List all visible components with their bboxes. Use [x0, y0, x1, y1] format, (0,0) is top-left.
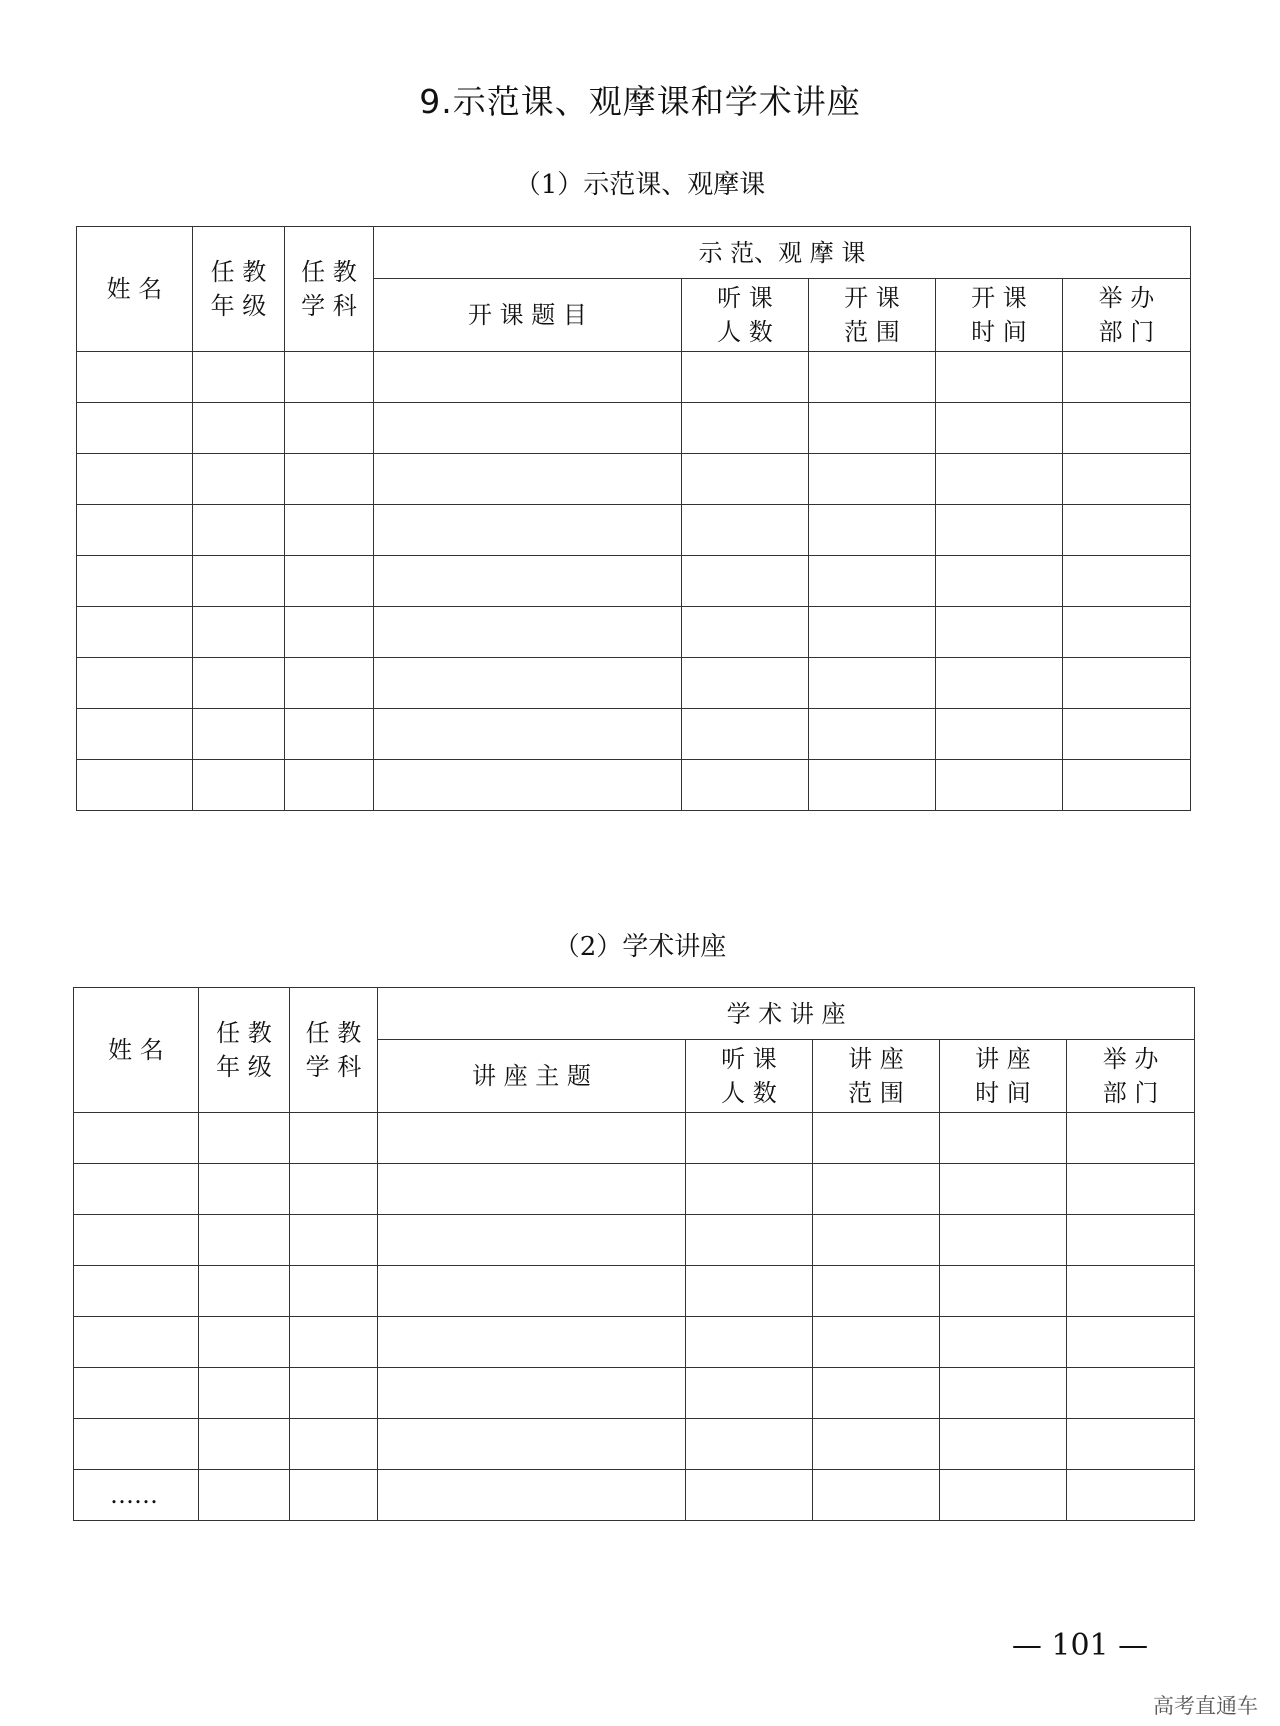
- table-row: [77, 760, 1191, 811]
- header-topic: 讲 座 主 题: [378, 1040, 686, 1113]
- blank-cell[interactable]: [77, 760, 193, 811]
- table-row: [74, 1266, 1195, 1317]
- table-row: [74, 1368, 1195, 1419]
- blank-cell[interactable]: [77, 505, 193, 556]
- blank-cell[interactable]: [940, 1113, 1067, 1164]
- blank-cell[interactable]: [199, 1113, 290, 1164]
- blank-cell[interactable]: [1067, 1164, 1195, 1215]
- blank-cell[interactable]: [686, 1419, 813, 1470]
- blank-cell[interactable]: [290, 1164, 378, 1215]
- blank-cell[interactable]: [74, 1113, 199, 1164]
- header-time: 讲 座 时 间: [940, 1040, 1067, 1113]
- blank-cell[interactable]: [285, 760, 374, 811]
- blank-cell[interactable]: [813, 1470, 940, 1521]
- blank-cell[interactable]: [1063, 658, 1191, 709]
- page-number: — 101 —: [1011, 1628, 1149, 1663]
- table-row: [74, 1419, 1195, 1470]
- blank-cell[interactable]: [686, 1470, 813, 1521]
- blank-cell[interactable]: [940, 1470, 1067, 1521]
- blank-cell[interactable]: [809, 505, 936, 556]
- ellipsis-marker: ……: [74, 1470, 199, 1521]
- blank-cell[interactable]: [1063, 403, 1191, 454]
- header-dept: 举 办 部 门: [1067, 1040, 1195, 1113]
- blank-cell[interactable]: [290, 1419, 378, 1470]
- blank-cell[interactable]: [378, 1470, 686, 1521]
- header-grade: 任 教 年 级: [193, 227, 285, 352]
- header-topic: 开 课 题 目: [374, 279, 682, 352]
- header-scope: 讲 座 范 围: [813, 1040, 940, 1113]
- blank-cell[interactable]: [813, 1164, 940, 1215]
- header-group-demo-lessons: 示 范、观 摩 课: [374, 227, 1191, 279]
- blank-cell[interactable]: [1063, 709, 1191, 760]
- blank-cell[interactable]: [936, 607, 1063, 658]
- blank-cell[interactable]: [74, 1164, 199, 1215]
- blank-cell[interactable]: [378, 1266, 686, 1317]
- header-subject: 任 教 学 科: [285, 227, 374, 352]
- blank-cell[interactable]: [378, 1368, 686, 1419]
- blank-cell[interactable]: [199, 1317, 290, 1368]
- blank-cell[interactable]: [686, 1317, 813, 1368]
- blank-cell[interactable]: [374, 505, 682, 556]
- blank-cell[interactable]: [77, 556, 193, 607]
- blank-cell[interactable]: [374, 607, 682, 658]
- blank-cell[interactable]: [77, 709, 193, 760]
- header-name: 姓 名: [77, 227, 193, 352]
- blank-cell[interactable]: [193, 403, 285, 454]
- blank-cell[interactable]: [936, 505, 1063, 556]
- blank-cell[interactable]: [1067, 1470, 1195, 1521]
- blank-cell[interactable]: [74, 1215, 199, 1266]
- table-row: [77, 352, 1191, 403]
- blank-cell[interactable]: [374, 709, 682, 760]
- blank-cell[interactable]: [74, 1317, 199, 1368]
- blank-cell[interactable]: [936, 454, 1063, 505]
- blank-cell[interactable]: [193, 607, 285, 658]
- table-row: [77, 658, 1191, 709]
- blank-cell[interactable]: [813, 1317, 940, 1368]
- blank-cell[interactable]: [686, 1164, 813, 1215]
- blank-cell[interactable]: [378, 1113, 686, 1164]
- blank-cell[interactable]: [290, 1266, 378, 1317]
- blank-cell[interactable]: [374, 760, 682, 811]
- blank-cell[interactable]: [809, 352, 936, 403]
- blank-cell[interactable]: [936, 658, 1063, 709]
- table-row: [77, 454, 1191, 505]
- blank-cell[interactable]: [682, 607, 809, 658]
- header-name: 姓 名: [74, 988, 199, 1113]
- blank-cell[interactable]: [290, 1215, 378, 1266]
- blank-cell[interactable]: [1067, 1266, 1195, 1317]
- table-row: [74, 1215, 1195, 1266]
- blank-cell[interactable]: [374, 658, 682, 709]
- blank-cell[interactable]: [285, 505, 374, 556]
- blank-cell[interactable]: [1063, 556, 1191, 607]
- blank-cell[interactable]: [77, 403, 193, 454]
- blank-cell[interactable]: [74, 1368, 199, 1419]
- blank-cell[interactable]: [1063, 505, 1191, 556]
- blank-cell[interactable]: [1067, 1113, 1195, 1164]
- table-row: [77, 403, 1191, 454]
- blank-cell[interactable]: [813, 1113, 940, 1164]
- blank-cell[interactable]: [378, 1215, 686, 1266]
- header-count: 听 课 人 数: [682, 279, 809, 352]
- lectures-table: [73, 987, 1195, 1521]
- blank-cell[interactable]: [936, 403, 1063, 454]
- table-row: [77, 505, 1191, 556]
- blank-cell[interactable]: [290, 1368, 378, 1419]
- blank-cell[interactable]: [199, 1470, 290, 1521]
- table-row: [77, 709, 1191, 760]
- blank-cell[interactable]: [1067, 1317, 1195, 1368]
- header-count: 听 课 人 数: [686, 1040, 813, 1113]
- blank-cell[interactable]: [77, 658, 193, 709]
- blank-cell[interactable]: [374, 556, 682, 607]
- blank-cell[interactable]: [682, 403, 809, 454]
- blank-cell[interactable]: [74, 1266, 199, 1317]
- section-heading-lectures: （2）学术讲座: [553, 932, 727, 962]
- blank-cell[interactable]: [285, 556, 374, 607]
- blank-cell[interactable]: [285, 403, 374, 454]
- blank-cell[interactable]: [936, 556, 1063, 607]
- blank-cell[interactable]: [193, 454, 285, 505]
- blank-cell[interactable]: [809, 760, 936, 811]
- blank-cell[interactable]: [940, 1266, 1067, 1317]
- blank-cell[interactable]: [813, 1266, 940, 1317]
- blank-cell[interactable]: [936, 709, 1063, 760]
- blank-cell[interactable]: [378, 1419, 686, 1470]
- blank-cell[interactable]: [199, 1419, 290, 1470]
- blank-cell[interactable]: [682, 760, 809, 811]
- blank-cell[interactable]: [193, 709, 285, 760]
- blank-cell[interactable]: [940, 1368, 1067, 1419]
- blank-cell[interactable]: [936, 352, 1063, 403]
- blank-cell[interactable]: [1067, 1215, 1195, 1266]
- blank-cell[interactable]: [374, 454, 682, 505]
- header-group-lectures: 学 术 讲 座: [378, 988, 1195, 1040]
- blank-cell[interactable]: [74, 1419, 199, 1470]
- section-heading-demo-lessons: （1）示范课、观摩课: [514, 170, 766, 200]
- blank-cell[interactable]: [686, 1266, 813, 1317]
- blank-cell[interactable]: [285, 709, 374, 760]
- table-row: [77, 607, 1191, 658]
- blank-cell[interactable]: [813, 1419, 940, 1470]
- blank-cell[interactable]: [1063, 454, 1191, 505]
- blank-cell[interactable]: [940, 1215, 1067, 1266]
- blank-cell[interactable]: [290, 1317, 378, 1368]
- blank-cell[interactable]: [193, 760, 285, 811]
- blank-cell[interactable]: [813, 1368, 940, 1419]
- blank-cell[interactable]: [809, 607, 936, 658]
- blank-cell[interactable]: [1063, 352, 1191, 403]
- blank-cell[interactable]: [285, 352, 374, 403]
- table-row: [77, 556, 1191, 607]
- blank-cell[interactable]: [199, 1215, 290, 1266]
- blank-cell[interactable]: [1067, 1368, 1195, 1419]
- table-row: [74, 1317, 1195, 1368]
- blank-cell[interactable]: [199, 1266, 290, 1317]
- blank-cell[interactable]: [193, 352, 285, 403]
- blank-cell[interactable]: [682, 556, 809, 607]
- blank-cell[interactable]: [77, 352, 193, 403]
- blank-cell[interactable]: [940, 1317, 1067, 1368]
- blank-cell[interactable]: [378, 1317, 686, 1368]
- blank-cell[interactable]: [199, 1164, 290, 1215]
- blank-cell[interactable]: [1063, 760, 1191, 811]
- blank-cell[interactable]: [686, 1368, 813, 1419]
- blank-cell[interactable]: [77, 607, 193, 658]
- blank-cell[interactable]: [1063, 607, 1191, 658]
- blank-cell[interactable]: [290, 1470, 378, 1521]
- blank-cell[interactable]: [809, 658, 936, 709]
- blank-cell[interactable]: [682, 658, 809, 709]
- demo-lessons-table: [76, 226, 1191, 811]
- page-title: 9.示范课、观摩课和学术讲座: [419, 82, 861, 121]
- header-time: 开 课 时 间: [936, 279, 1063, 352]
- blank-cell[interactable]: [290, 1113, 378, 1164]
- blank-cell[interactable]: [686, 1215, 813, 1266]
- blank-cell[interactable]: [682, 352, 809, 403]
- blank-cell[interactable]: [813, 1215, 940, 1266]
- blank-cell[interactable]: [193, 658, 285, 709]
- blank-cell[interactable]: [809, 454, 936, 505]
- blank-cell[interactable]: [940, 1419, 1067, 1470]
- header-dept: 举 办 部 门: [1063, 279, 1191, 352]
- blank-cell[interactable]: [193, 505, 285, 556]
- blank-cell[interactable]: [374, 352, 682, 403]
- blank-cell[interactable]: [936, 760, 1063, 811]
- header-subject: 任 教 学 科: [290, 988, 378, 1113]
- blank-cell[interactable]: [199, 1368, 290, 1419]
- blank-cell[interactable]: [682, 505, 809, 556]
- blank-cell[interactable]: [809, 556, 936, 607]
- blank-cell[interactable]: [940, 1164, 1067, 1215]
- blank-cell[interactable]: [285, 607, 374, 658]
- blank-cell[interactable]: [374, 403, 682, 454]
- blank-cell[interactable]: [809, 709, 936, 760]
- table-row: [74, 1164, 1195, 1215]
- blank-cell[interactable]: [682, 454, 809, 505]
- blank-cell[interactable]: [809, 403, 936, 454]
- blank-cell[interactable]: [1067, 1419, 1195, 1470]
- table-row: [74, 1113, 1195, 1164]
- blank-cell[interactable]: [378, 1164, 686, 1215]
- blank-cell[interactable]: [77, 454, 193, 505]
- header-grade: 任 教 年 级: [199, 988, 290, 1113]
- blank-cell[interactable]: [285, 454, 374, 505]
- table-row: [74, 1470, 1195, 1521]
- watermark: 高考直通车: [1153, 1694, 1258, 1718]
- blank-cell[interactable]: [682, 709, 809, 760]
- header-scope: 开 课 范 围: [809, 279, 936, 352]
- blank-cell[interactable]: [285, 658, 374, 709]
- blank-cell[interactable]: [686, 1113, 813, 1164]
- blank-cell[interactable]: [193, 556, 285, 607]
